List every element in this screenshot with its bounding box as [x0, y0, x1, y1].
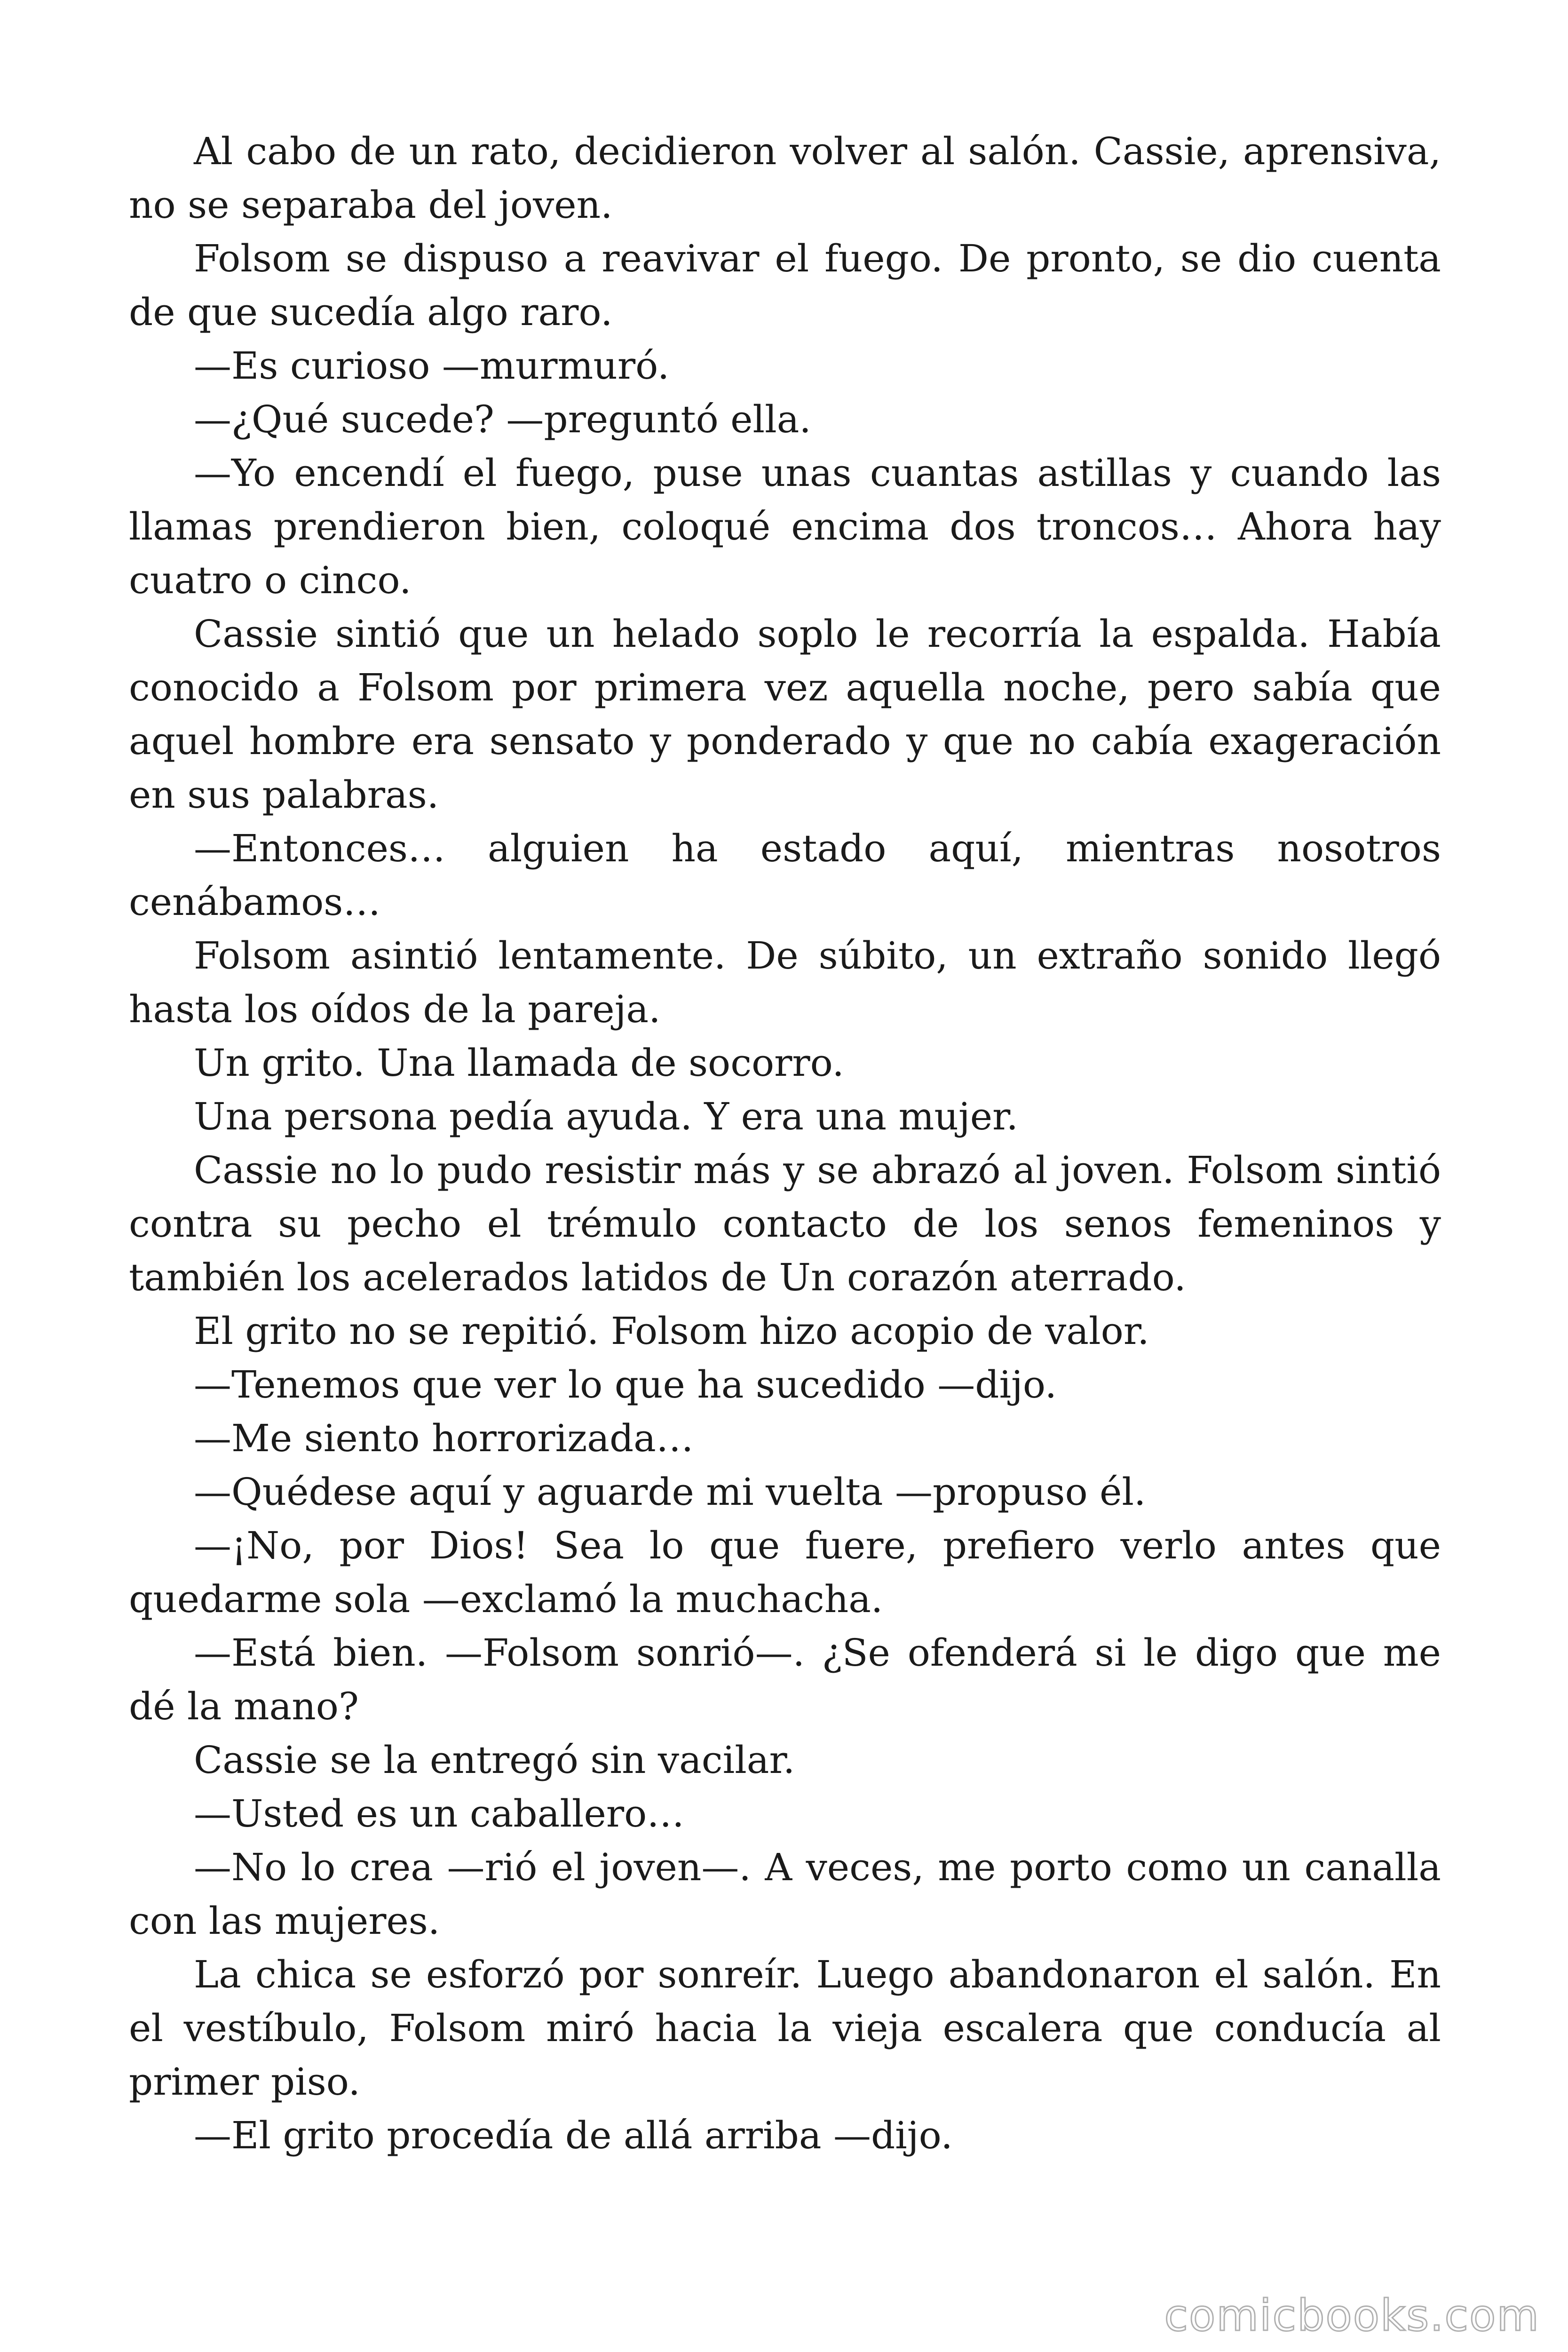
paragraph: Folsom asintió lentamente. De súbito, un extraño sonido llegó hasta los oídos de la pareja.	[129, 934, 1441, 1031]
paragraph: Cassie no lo pudo resistir más y se abrazó al joven. Folsom sintió contra su pecho el trémulo contacto de los senos femeninos y también los acelerados latidos de Un corazón aterrado.	[129, 1148, 1441, 1299]
paragraph: —El grito procedía de allá arriba —dijo.	[194, 2114, 953, 2157]
paragraph: Un grito. Una llamada de socorro.	[194, 1041, 844, 1085]
paragraph: El grito no se repitió. Folsom hizo acopio de valor.	[194, 1309, 1149, 1353]
paragraph: —Yo encendí el fuego, puse unas cuantas astillas y cuando las llamas prendieron bien, coloqué encima dos troncos… Ahora hay cuatro o cinco.	[129, 451, 1441, 602]
paragraph: —Está bien. —Folsom sonrió—. ¿Se ofenderá si le digo que me dé la mano?	[129, 1631, 1441, 1728]
paragraph: Al cabo de un rato, decidieron volver al salón. Cassie, aprensiva, no se separaba del joven.	[129, 129, 1441, 227]
paragraph: —Quédese aquí y aguarde mi vuelta —propuso él.	[194, 1470, 1146, 1514]
paragraph: —Usted es un caballero…	[194, 1792, 685, 1836]
paragraph: —Entonces… alguien ha estado aquí, mientras nosotros cenábamos…	[129, 826, 1441, 924]
paragraph: Una persona pedía ayuda. Y era una mujer.	[194, 1095, 1018, 1138]
paragraph: —Es curioso —murmuró.	[194, 344, 670, 388]
paragraph: —No lo crea —rió el joven—. A veces, me porto como un canalla con las mujeres.	[129, 1845, 1441, 1943]
paragraph: —Me siento horrorizada…	[194, 1416, 694, 1460]
paragraph: Cassie se la entregó sin vacilar.	[194, 1738, 795, 1782]
body-text	[129, 125, 1441, 2162]
watermark: comicbooks.com	[1164, 2290, 1540, 2341]
paragraph: Folsom se dispuso a reavivar el fuego. De pronto, se dio cuenta de que sucedía algo raro.	[129, 237, 1441, 334]
paragraph: Cassie sintió que un helado soplo le recorría la espalda. Había conocido a Folsom por primera vez aquella noche, pero sabía que aquel hombre era sensato y ponderado y que no cabía exageración en sus palabras.	[129, 612, 1441, 817]
paragraph: —¡No, por Dios! Sea lo que fuere, prefiero verlo antes que quedarme sola —exclamó la muchacha.	[129, 1524, 1441, 1621]
paragraph: —Tenemos que ver lo que ha sucedido —dijo.	[194, 1363, 1057, 1406]
paragraph: La chica se esforzó por sonreír. Luego abandonaron el salón. En el vestíbulo, Folsom miró hacia la vieja escalera que conducía al primer piso.	[129, 1953, 1441, 2104]
paragraph: —¿Qué sucede? —preguntó ella.	[194, 397, 811, 441]
